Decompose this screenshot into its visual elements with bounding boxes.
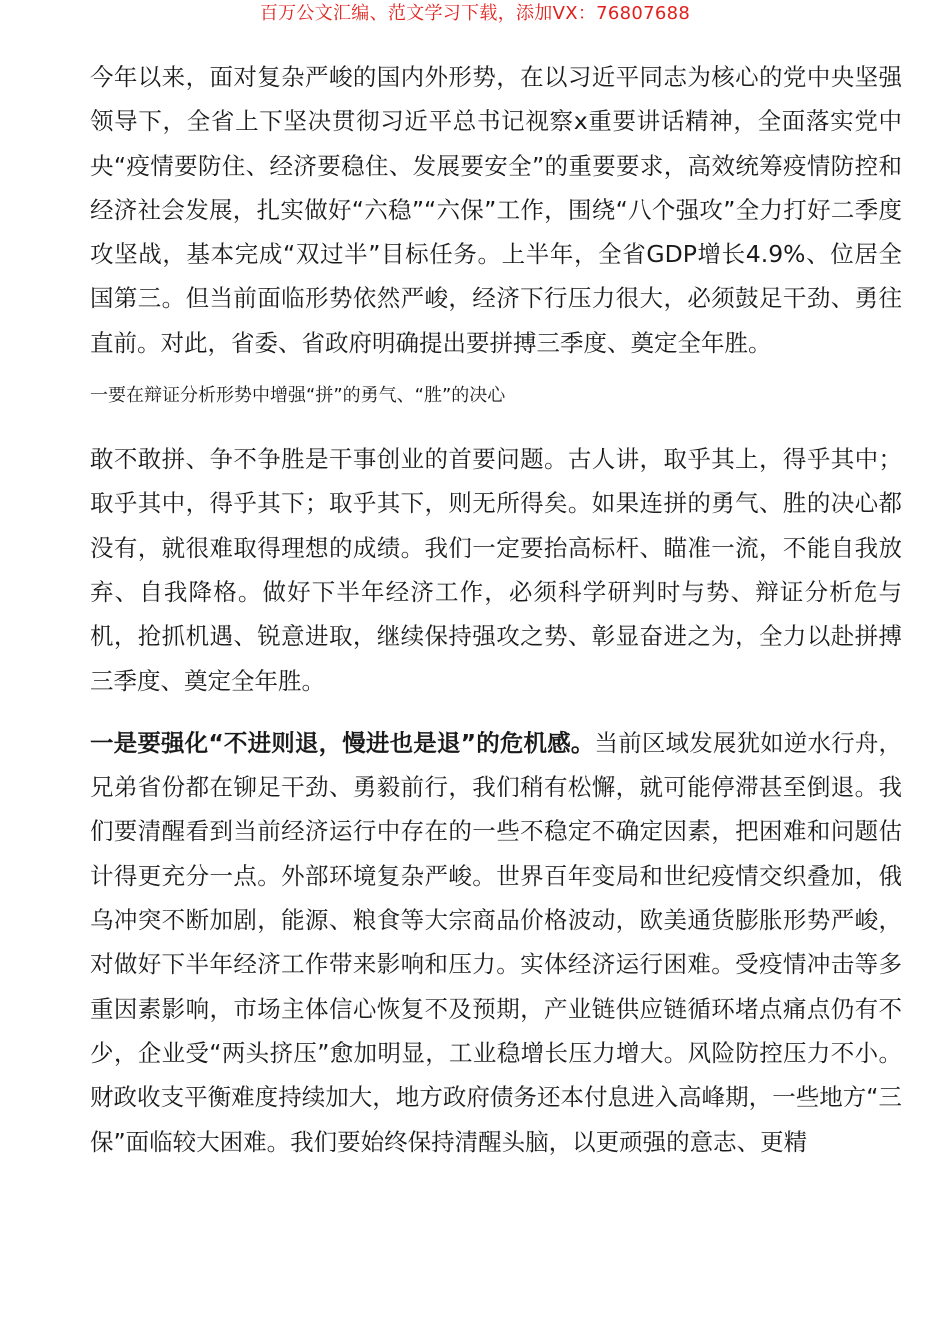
document-body [90,55,902,1164]
paragraph-body: 当前区域发展犹如逆水行舟，兄弟省份都在铆足干劲、勇毅前行，我们稍有松懈，就可能停滞甚至倒退。我们要清醒看到当前经济运行中存在的一些不稳定不确定因素，把困难和问题估计得更充分一点。外部环境复杂严峻。世界百年变局和世纪疫情交织叠加，俄乌冲突不断加剧，能源、粮食等大宗商品价格波动，欧美通货膨胀形势严峻，对做好下半年经济工作带来影响和压力。实体经济运行困难。受疫情冲击等多重因素影响，市场主体信心恢复不及预期，产业链供应链循环堵点痛点仍有不少，企业受“两头挤压”愈加明显，工业稳增长压力增大。风险防控压力不小。财政收支平衡难度持续加大，地方政府债务还本付息进入高峰期，一些地方“三保”面临较大困难。我们要始终保持清醒头脑，以更顽强的意志、更精 [90,728,903,1156]
paragraph-crisis [90,721,902,1164]
section-subheading: 一要在辩证分析形势中增强“拼”的勇气、“胜”的决心 [90,385,506,407]
paragraph-lead-bold: 一是要强化“不进则退，慢进也是退”的危机感。 [90,728,595,757]
paragraph-intro: 今年以来，面对复杂严峻的国内外形势，在以习近平同志为核心的党中央坚强领导下，全省上下坚决贯彻习近平总书记视察x重要讲话精神，全面落实党中央“疫情要防住、经济要稳住、发展要安全”的重要要求，高效统筹疫情防控和经济社会发展，扎实做好“六稳”“六保”工作，围绕“八个强攻”全力打好二季度攻坚战，基本完成“双过半”目标任务。上半年，全省GDP增长4.9%、位居全国第三。但当前面临形势依然严峻，经济下行压力很大，必须鼓足干劲、勇往直前。对此，省委、省政府明确提出要拼搏三季度、奠定全年胜。 [90,63,902,357]
paragraph-courage: 敢不敢拼、争不争胜是干事创业的首要问题。古人讲，取乎其上，得乎其中；取乎其中，得乎其下；取乎其下，则无所得矣。如果连拼的勇气、胜的决心都没有，就很难取得理想的成绩。我们一定要抬高标杆、瞄准一流，不能自我放弃、自我降格。做好下半年经济工作，必须科学研判时与势、辩证分析危与机，抢抓机遇、锐意进取，继续保持强攻之势、彰显奋进之为，全力以赴拼搏三季度、奠定全年胜。 [90,445,902,695]
watermark-banner: 百万公文汇编、范文学习下载，添加VX：76807688 [259,3,691,24]
